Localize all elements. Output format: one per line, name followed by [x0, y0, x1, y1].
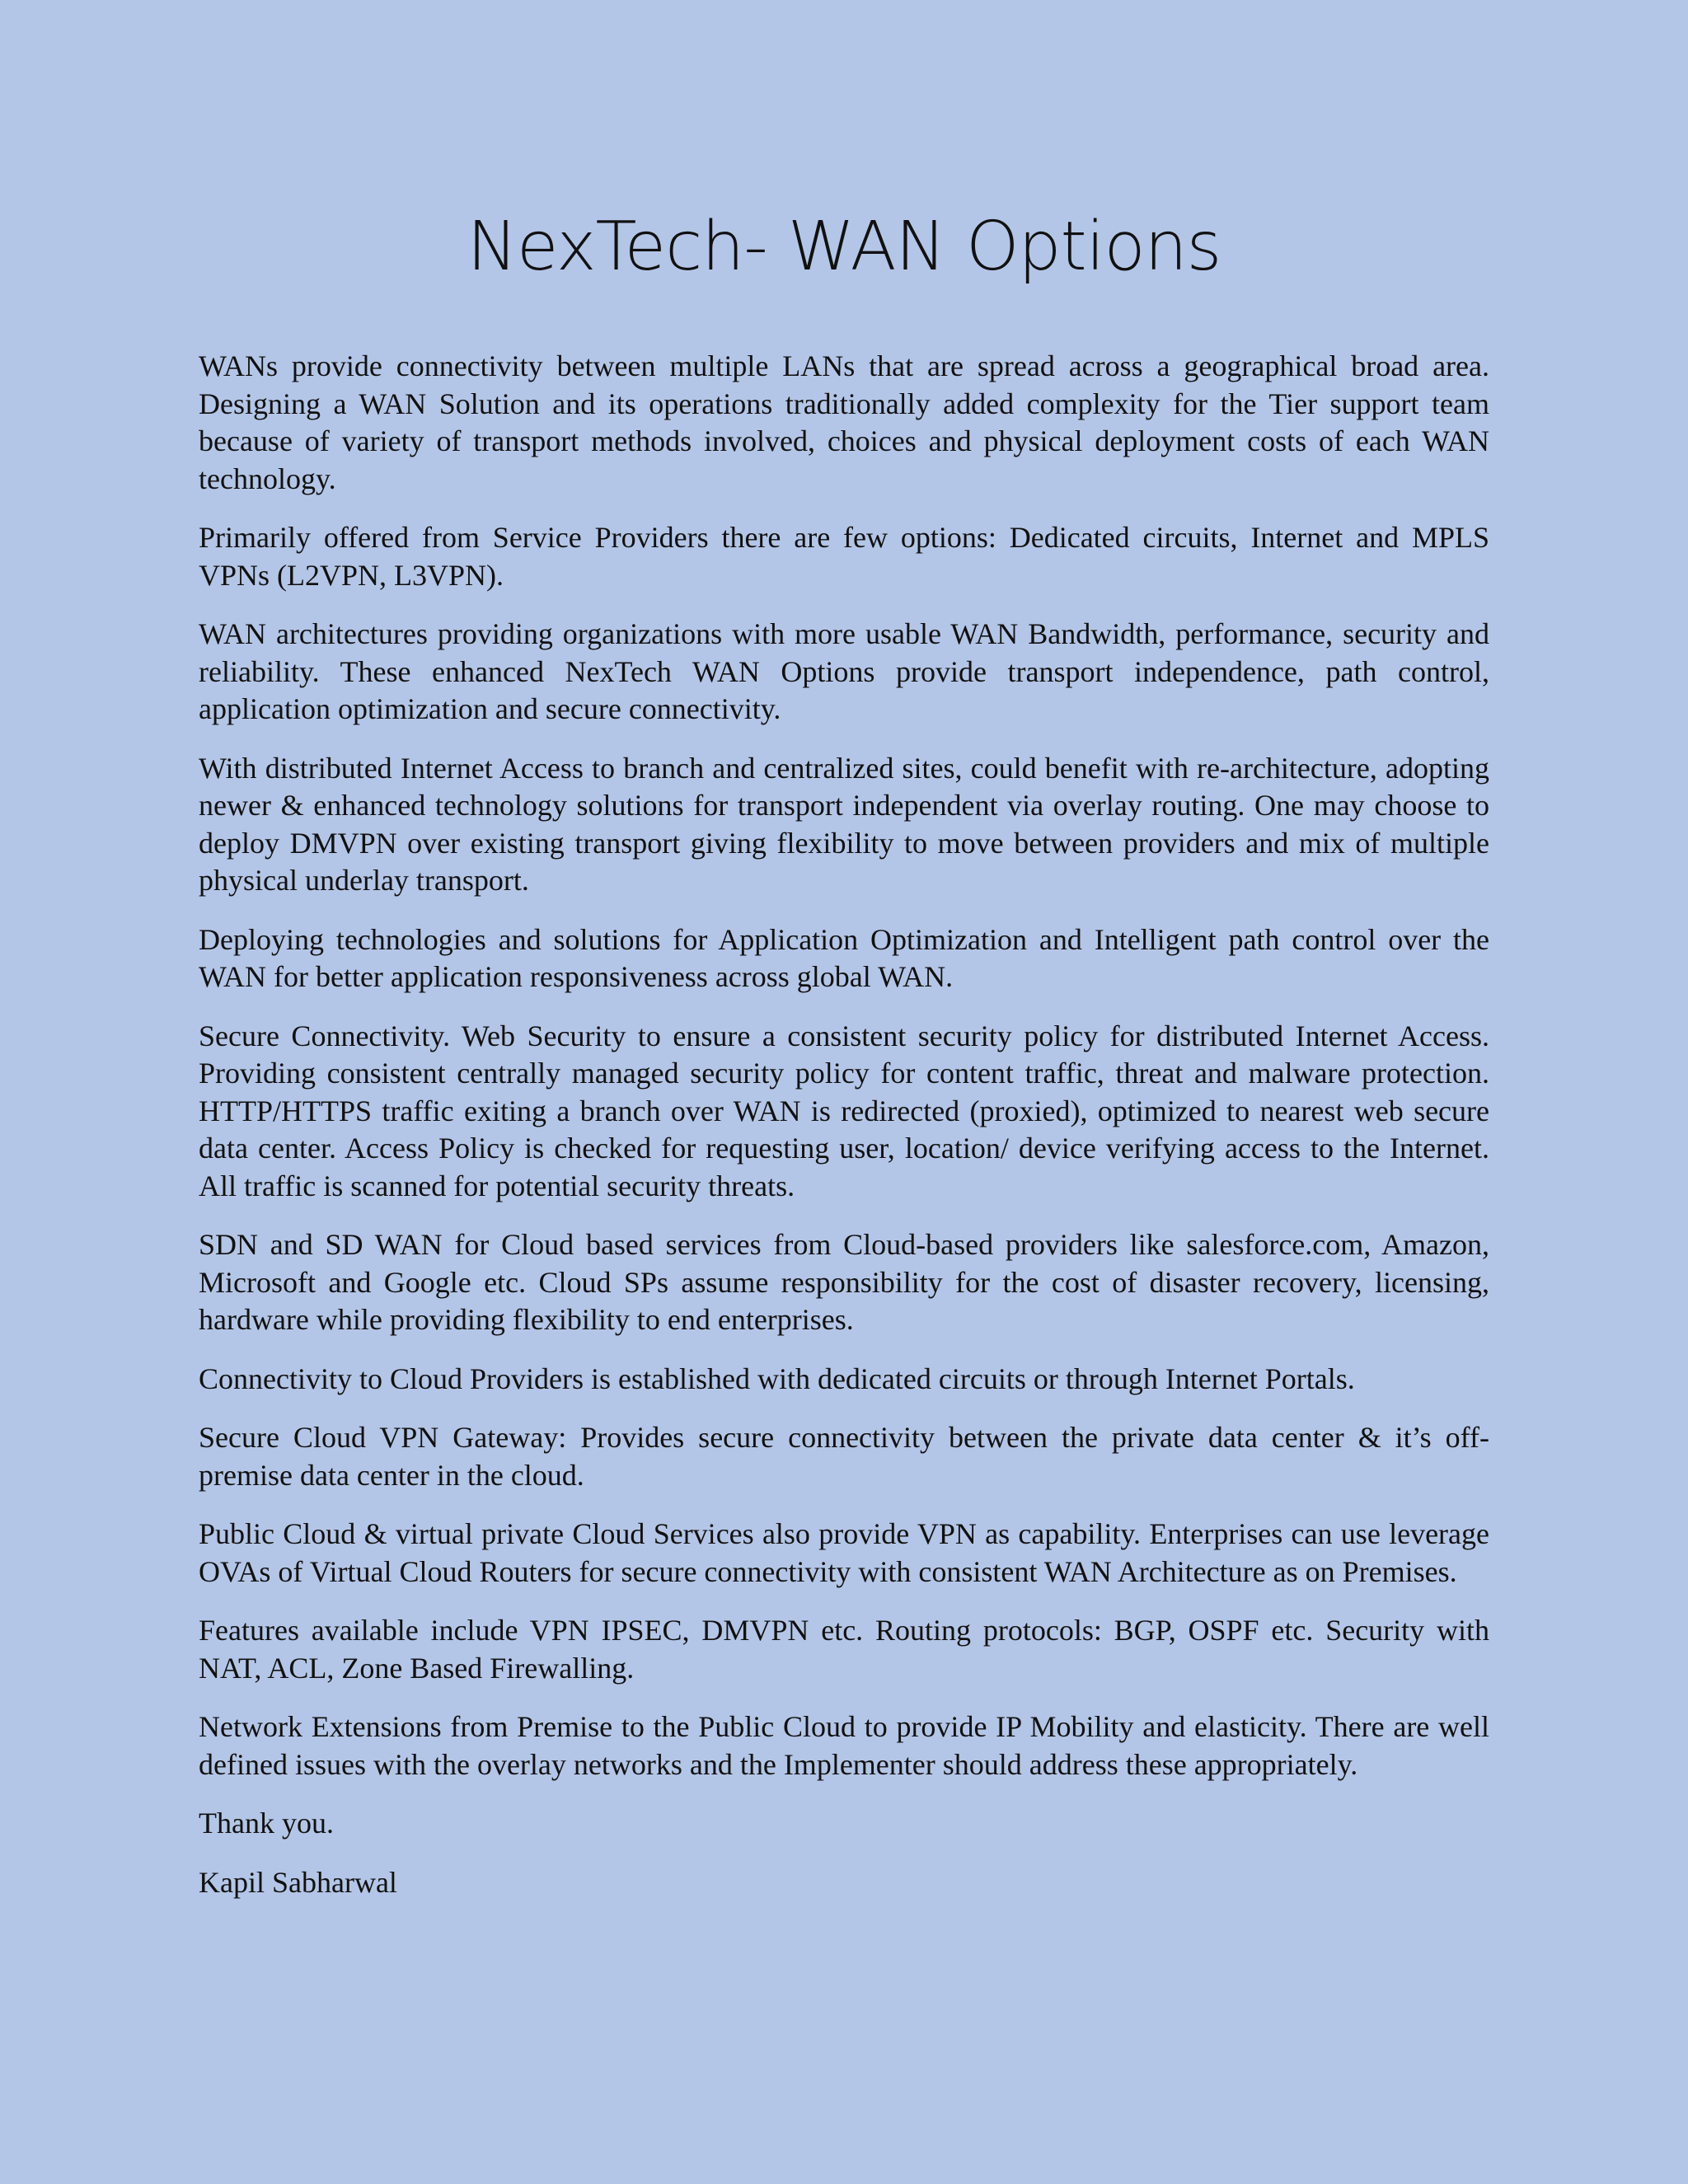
author-name: Kapil Sabharwal	[199, 1865, 397, 1899]
closing-thanks: Thank you.	[199, 1807, 334, 1840]
paragraph-distributed-access: With distributed Internet Access to branch and centralized sites, could benefit with re-architecture, adopting newer & enhanced technology solutions for transport independent via overlay routing. One may choose to deploy DMVPN over existing transport giving flexibility to move between providers and mix of multiple physical underlay transport.	[199, 751, 1489, 897]
paragraph-cloud-vpn-gateway: Secure Cloud VPN Gateway: Provides secure connectivity between the private data center & it’s off-premise data center in the cloud.	[199, 1421, 1489, 1492]
paragraph-sdn-sdwan: SDN and SD WAN for Cloud based services from Cloud-based providers like salesforce.com, Amazon, Microsoft and Google etc. Cloud SPs assume responsibility for the cost of disaster recovery, licensing, hardware while providing flexibility to end enterprises.	[199, 1228, 1489, 1336]
paragraph-wan-intro: WANs provide connectivity between multiple LANs that are spread across a geographical broad area. Designing a WAN Solution and its operations traditionally added complexity for the Tier support team because of variety of transport methods involved, choices and physical deployment costs of each WAN technology.	[199, 349, 1489, 495]
paragraph-public-cloud: Public Cloud & virtual private Cloud Services also provide VPN as capability. Enterprises can use leverage OVAs of Virtual Cloud Routers for secure connectivity with consistent WAN Architecture as on Premises.	[199, 1517, 1489, 1588]
paragraph-sp-options: Primarily offered from Service Providers there are few options: Dedicated circuits, Internet and MPLS VPNs (L2VPN, L3VPN).	[199, 521, 1489, 592]
paragraph-features: Features available include VPN IPSEC, DMVPN etc. Routing protocols: BGP, OSPF etc. Security with NAT, ACL, Zone Based Firewalling.	[199, 1614, 1489, 1685]
paragraph-wan-architectures: WAN architectures providing organizations with more usable WAN Bandwidth, performance, security and reliability. These enhanced NexTech WAN Options provide transport independence, path control, application optimization and secure connectivity.	[199, 617, 1489, 725]
paragraph-secure-connectivity: Secure Connectivity. Web Security to ensure a consistent security policy for distributed Internet Access. Providing consistent centrally managed security policy for content traffic, threat and malware protection. HTTP/HTTPS traffic exiting a branch over WAN is redirected (proxied), optimized to nearest web secure data center. Access Policy is checked for requesting user, location/ device verifying access to the Internet. All traffic is scanned for potential security threats.	[199, 1019, 1489, 1202]
document-body	[199, 348, 1489, 1923]
paragraph-cloud-connectivity: Connectivity to Cloud Providers is established with dedicated circuits or through Internet Portals.	[199, 1361, 1355, 1395]
page-title: NexTech- WAN Options	[467, 208, 1221, 286]
paragraph-app-optimization: Deploying technologies and solutions for Application Optimization and Intelligent path control over the WAN for better application responsiveness across global WAN.	[199, 922, 1489, 993]
paragraph-network-extensions: Network Extensions from Premise to the Public Cloud to provide IP Mobility and elasticity. There are well defined issues with the overlay networks and the Implementer should address these appropriately.	[199, 1710, 1489, 1781]
